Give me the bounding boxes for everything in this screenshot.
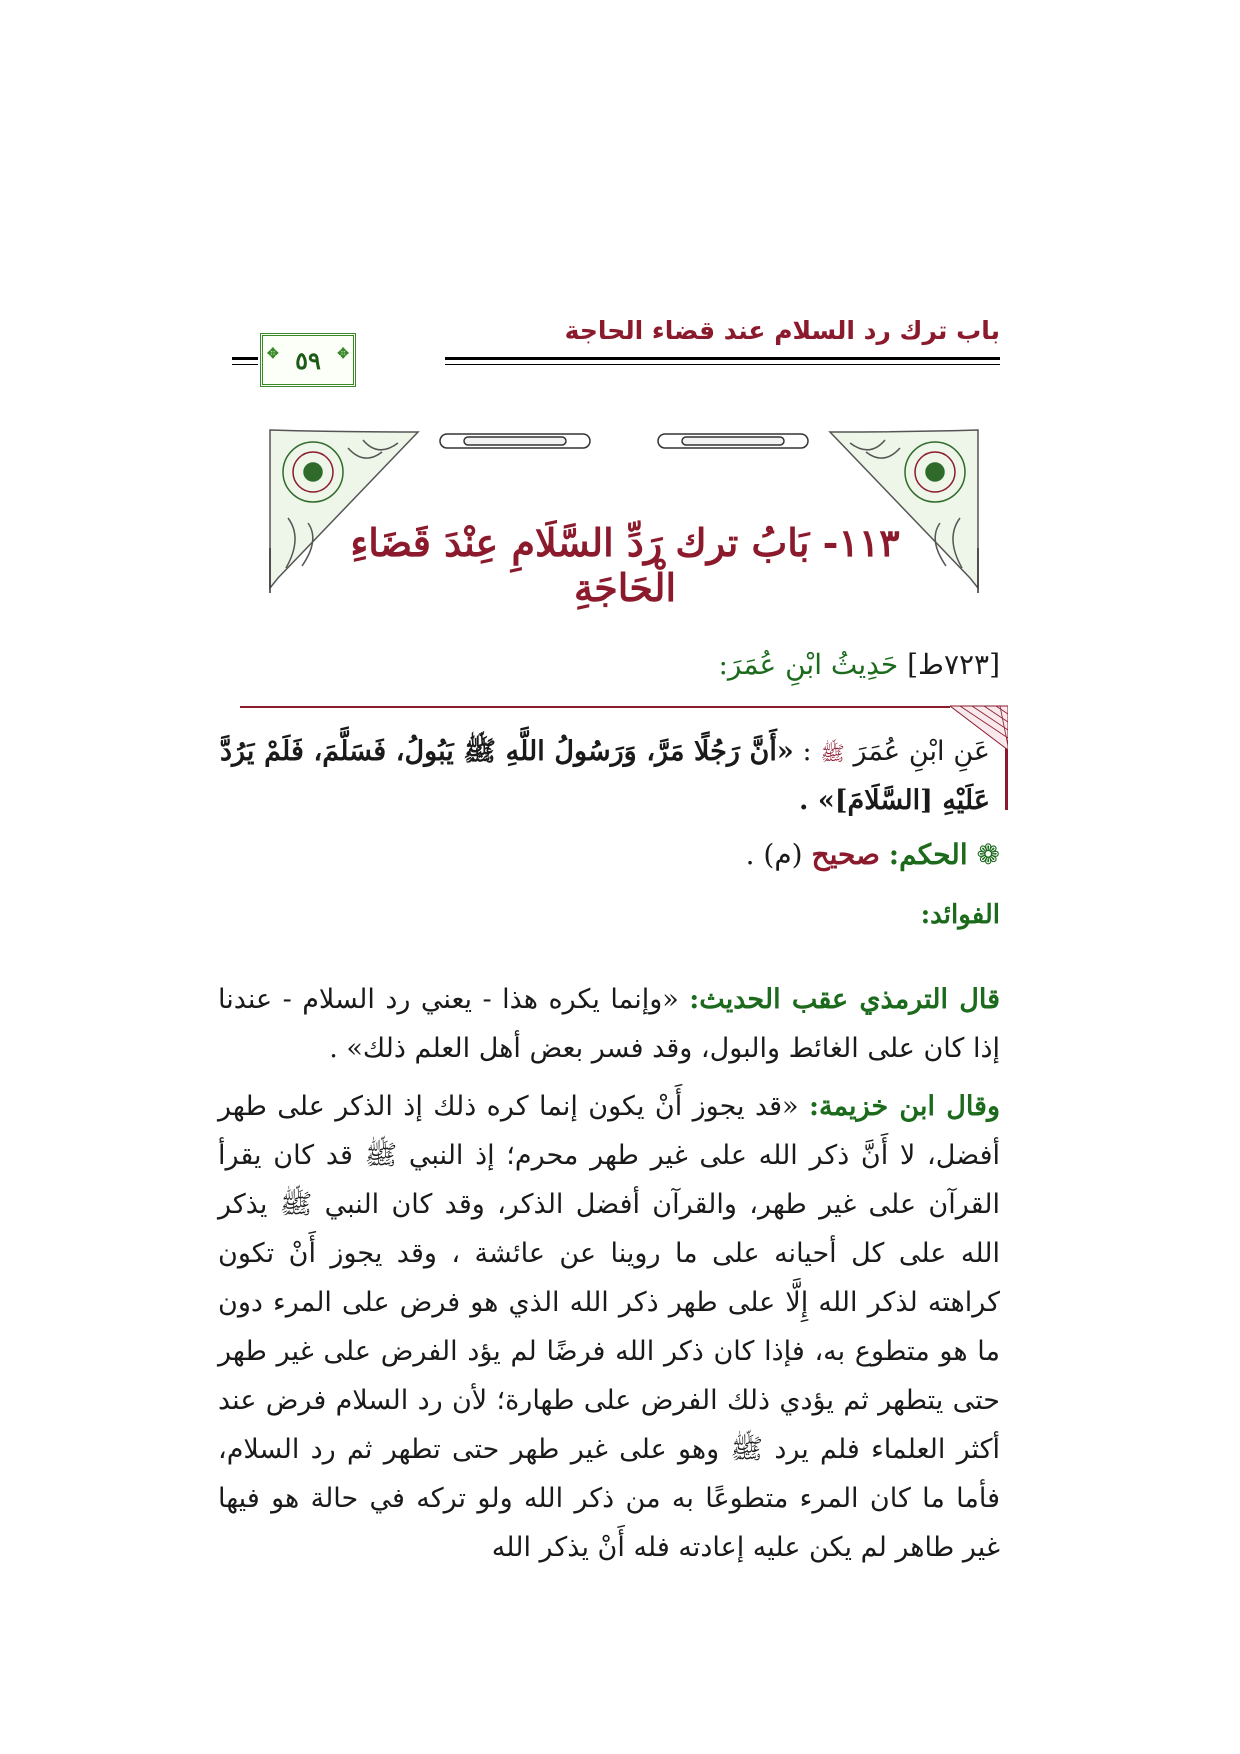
header-rule-left	[232, 357, 258, 360]
verdict-label: الحكم:	[888, 838, 968, 871]
honorific-glyph: ﷺ	[820, 741, 845, 765]
paragraph-lead: وقال ابن خزيمة:	[809, 1091, 1000, 1122]
hadith-divider	[240, 706, 950, 708]
header-rule-right-thin	[445, 364, 1000, 365]
hadith-number: [٧٢٣ط]	[907, 648, 1000, 681]
verdict-line	[746, 838, 1000, 871]
paragraph-lead: قال الترمذي عقب الحديث:	[689, 984, 1000, 1015]
page-number-frame	[260, 333, 356, 387]
hadith-text: «أَنَّ رَجُلًا مَرَّ، وَرَسُولُ اللَّهِ ﷺ يَبُولُ، فَسَلَّمَ، فَلَمْ يَرُدَّ عَلَيْهِ [السَّلَامَ]» .	[220, 736, 990, 816]
ornament-top-pills	[440, 434, 808, 448]
paragraph-text: «قد يجوز أَنْ يكون إنما كره ذلك إذ الذكر على طهر أفضل، لا أَنَّ ذكر الله على غير طهر محرم؛ إذ النبي ﷺ قد كان يقرأ القرآن على غير طهر، والقرآن أفضل الذكر، وقد كان النبي ﷺ يذكر الله على كل أحيانه على ما روينا عن عائشة ، وقد يجوز أَنْ تكون كراهته لذكر الله إِلَّا على طهر ذكر الله الذي هو فرض على المرء دون ما هو متطوع به، فإذا كان ذكر الله فرضًا لم يؤد الفرض على غير طهر حتى يتطهر ثم يؤدي ذلك الفرض على طهارة؛ لأن رد السلام فرض عند أكثر العلماء فلم يرد ﷺ وهو على غير طهر حتى تطهر ثم رد السلام، فأما ما كان المرء متطوعًا به من ذكر الله ولو تركه في حالة هو فيها غير طاهر لم يكن عليه إعادته فله أَنْ يذكر الله	[218, 1091, 1000, 1563]
hadith-body: عَنِ ابْنِ عُمَرَ ﷺ : «أَنَّ رَجُلًا مَرَّ، وَرَسُولُ اللَّهِ ﷺ يَبُولُ، فَسَلَّمَ، فَلَمْ يَرُدَّ عَلَيْهِ [السَّلَامَ]» .	[220, 736, 990, 816]
benefit-paragraph	[218, 1082, 1000, 1572]
verdict-value: صحيح	[811, 838, 880, 871]
header-rule-left-thin	[232, 364, 258, 365]
paragraph-text: «وإنما يكره هذا - يعني رد السلام - عندنا إذا كان على الغائط والبول، وقد فسر بعض أهل العلم ذلك» .	[218, 984, 1000, 1064]
header-rule-right	[445, 357, 1000, 360]
hadith-intro: عَنِ ابْنِ عُمَرَ	[853, 736, 990, 767]
running-title: باب ترك رد السلام عند قضاء الحاجة	[564, 316, 1000, 345]
verdict-source: (م) .	[745, 838, 803, 871]
hadith-heading-text: حَدِيثُ ابْنِ عُمَرَ:	[718, 648, 899, 681]
page-number: ✥ ٥٩	[295, 345, 321, 375]
hadith-heading	[718, 648, 1000, 681]
benefits-heading: الفوائد:	[920, 900, 1000, 930]
chapter-title: ١١٣- بَابُ ترك رَدِّ السَّلَامِ عِنْدَ قَضَاءِ الْحَاجَةِ	[350, 520, 900, 610]
benefit-paragraph	[218, 975, 1000, 1073]
rosette-icon: ❁	[976, 838, 1000, 871]
